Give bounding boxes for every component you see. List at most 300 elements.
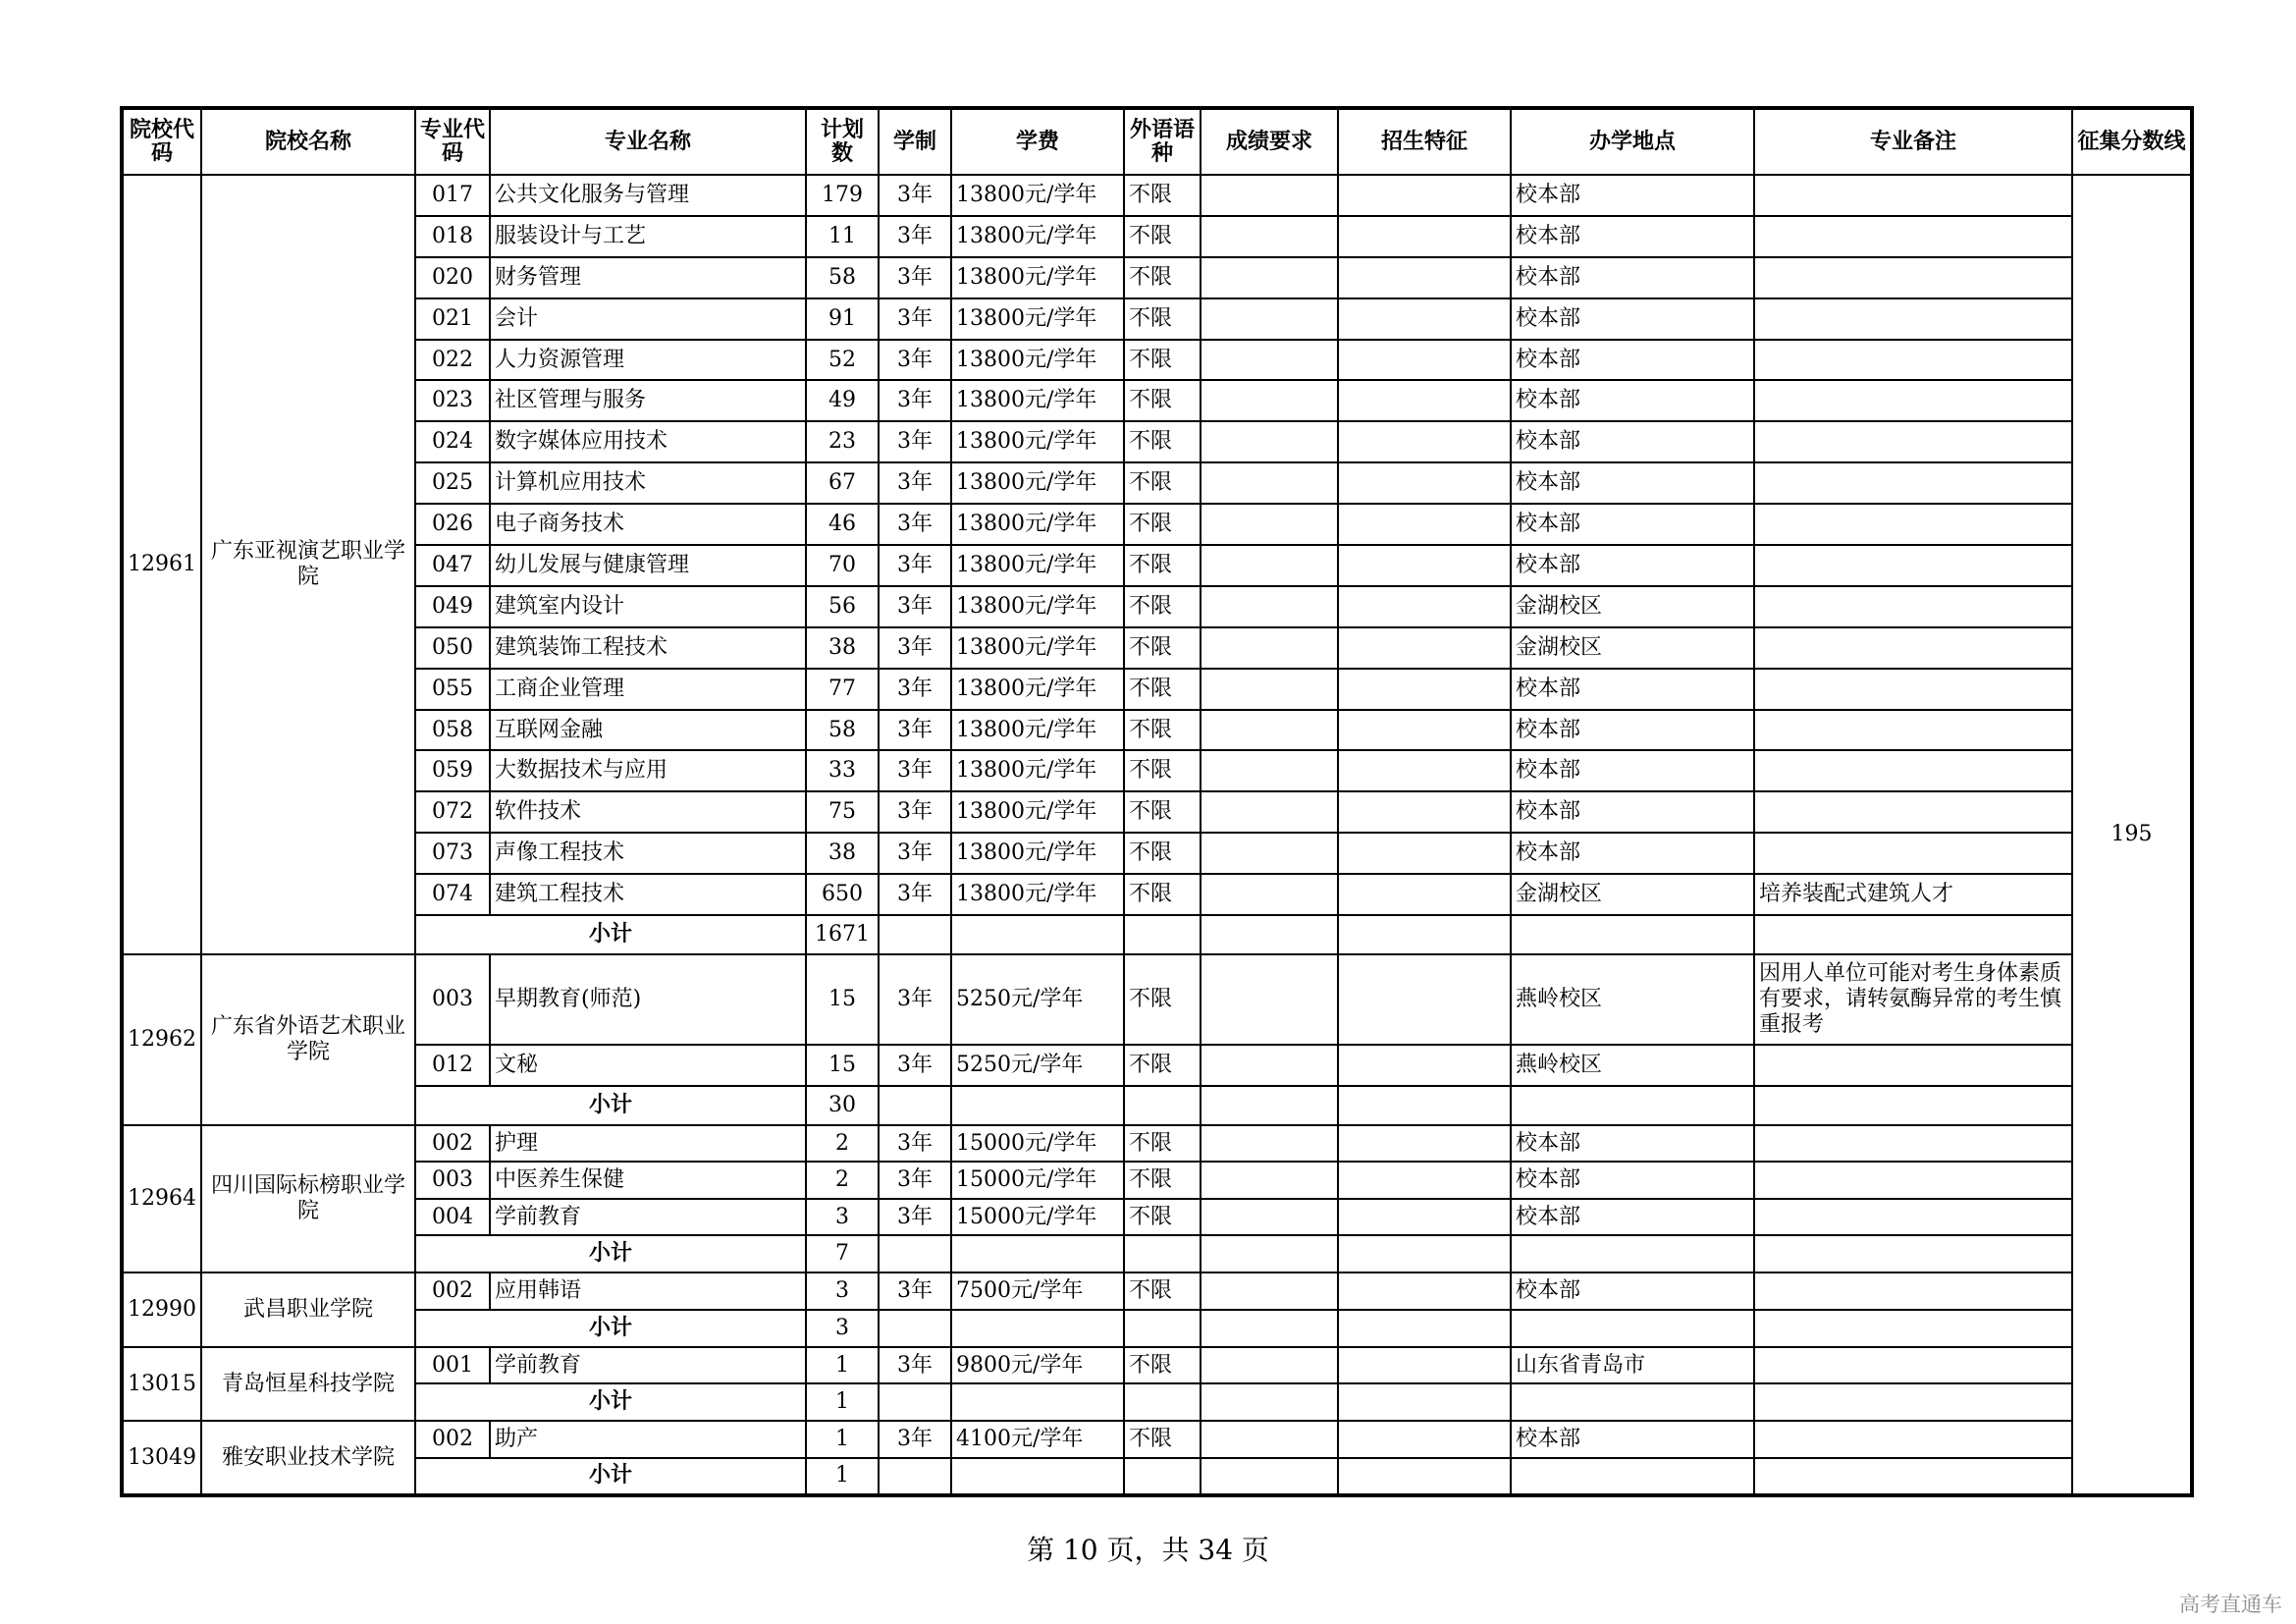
- plan-cell: 15: [806, 954, 879, 1045]
- major-code-cell: 073: [415, 833, 490, 874]
- subtotal-empty-cell: [951, 915, 1124, 954]
- subtotal-row: [122, 1086, 2192, 1125]
- remarks-cell: [1754, 340, 2072, 381]
- score-requirement-cell: [1201, 1199, 1338, 1236]
- subtotal-empty-cell: [879, 1458, 951, 1495]
- location-cell: 校本部: [1511, 669, 1754, 710]
- admission-plan-table: [120, 106, 2194, 1497]
- score-requirement-cell: [1201, 175, 1338, 216]
- score-requirement-cell: [1201, 1125, 1338, 1163]
- features-cell: [1338, 586, 1511, 627]
- subtotal-empty-cell: [951, 1458, 1124, 1495]
- table-row: [122, 257, 2192, 298]
- school-name-cell: 广东省外语艺术职业学院: [201, 954, 415, 1125]
- subtotal-empty-cell: [1338, 1310, 1511, 1347]
- subtotal-empty-cell: [1201, 1235, 1338, 1272]
- plan-cell: 58: [806, 710, 879, 751]
- plan-cell: 11: [806, 216, 879, 257]
- language-cell: 不限: [1124, 1347, 1201, 1384]
- subtotal-empty-cell: [1201, 1086, 1338, 1125]
- table-row: [122, 586, 2192, 627]
- location-cell: 校本部: [1511, 1421, 1754, 1458]
- tuition-cell: 15000元/学年: [951, 1125, 1124, 1163]
- major-code-cell: 047: [415, 545, 490, 586]
- major-name-cell: 人力资源管理: [490, 340, 806, 381]
- tuition-cell: 13800元/学年: [951, 257, 1124, 298]
- location-cell: 校本部: [1511, 833, 1754, 874]
- tuition-cell: 13800元/学年: [951, 669, 1124, 710]
- remarks-cell: [1754, 750, 2072, 791]
- features-cell: [1338, 750, 1511, 791]
- features-cell: [1338, 175, 1511, 216]
- school-code-cell: 13049: [122, 1421, 201, 1495]
- features-cell: [1338, 627, 1511, 669]
- duration-cell: 3年: [879, 545, 951, 586]
- location-cell: 校本部: [1511, 340, 1754, 381]
- duration-cell: 3年: [879, 954, 951, 1045]
- major-code-cell: 018: [415, 216, 490, 257]
- subtotal-empty-cell: [1511, 1086, 1754, 1125]
- subtotal-empty-cell: [951, 1086, 1124, 1125]
- subtotal-label: 小计: [415, 1086, 806, 1125]
- subtotal-empty-cell: [1124, 1310, 1201, 1347]
- subtotal-row: [122, 1383, 2192, 1421]
- major-code-cell: 055: [415, 669, 490, 710]
- language-cell: 不限: [1124, 710, 1201, 751]
- location-cell: 山东省青岛市: [1511, 1347, 1754, 1384]
- table-row: [122, 1199, 2192, 1236]
- score-requirement-cell: [1201, 1272, 1338, 1310]
- language-cell: 不限: [1124, 1272, 1201, 1310]
- major-name-cell: 建筑装饰工程技术: [490, 627, 806, 669]
- remarks-cell: [1754, 298, 2072, 340]
- table-row: [122, 750, 2192, 791]
- major-name-cell: 建筑室内设计: [490, 586, 806, 627]
- features-cell: [1338, 710, 1511, 751]
- remarks-cell: [1754, 1272, 2072, 1310]
- language-cell: 不限: [1124, 257, 1201, 298]
- page-number: 第 10 页，共 34 页: [1027, 1534, 1269, 1566]
- header-remarks: 专业备注: [1754, 108, 2072, 175]
- score-requirement-cell: [1201, 1347, 1338, 1384]
- major-code-cell: 072: [415, 791, 490, 833]
- duration-cell: 3年: [879, 216, 951, 257]
- major-name-cell: 财务管理: [490, 257, 806, 298]
- subtotal-empty-cell: [1754, 1383, 2072, 1421]
- duration-cell: 3年: [879, 750, 951, 791]
- duration-cell: 3年: [879, 462, 951, 504]
- plan-cell: 2: [806, 1162, 879, 1199]
- duration-cell: 3年: [879, 627, 951, 669]
- score-requirement-cell: [1201, 545, 1338, 586]
- remarks-cell: [1754, 216, 2072, 257]
- subtotal-empty-cell: [1511, 1310, 1754, 1347]
- subtotal-empty-cell: [1338, 915, 1511, 954]
- language-cell: 不限: [1124, 1162, 1201, 1199]
- features-cell: [1338, 1125, 1511, 1163]
- location-cell: 校本部: [1511, 1272, 1754, 1310]
- school-code-cell: 12990: [122, 1272, 201, 1347]
- subtotal-value: 1671: [806, 915, 879, 954]
- table-row: [122, 710, 2192, 751]
- major-name-cell: 软件技术: [490, 791, 806, 833]
- subtotal-row: [122, 1458, 2192, 1495]
- location-cell: 燕岭校区: [1511, 1045, 1754, 1086]
- table-row: [122, 421, 2192, 462]
- plan-cell: 58: [806, 257, 879, 298]
- major-code-cell: 059: [415, 750, 490, 791]
- cutoff-score-cell: 195: [2072, 175, 2192, 1495]
- major-code-cell: 058: [415, 710, 490, 751]
- major-name-cell: 学前教育: [490, 1199, 806, 1236]
- plan-cell: 1: [806, 1347, 879, 1384]
- remarks-cell: [1754, 257, 2072, 298]
- school-name-cell: 雅安职业技术学院: [201, 1421, 415, 1495]
- header-school-code: 院校代码: [122, 108, 201, 175]
- subtotal-empty-cell: [1338, 1086, 1511, 1125]
- major-code-cell: 012: [415, 1045, 490, 1086]
- location-cell: 金湖校区: [1511, 627, 1754, 669]
- school-name-cell: 四川国际标榜职业学院: [201, 1125, 415, 1273]
- remarks-cell: [1754, 175, 2072, 216]
- subtotal-empty-cell: [879, 1086, 951, 1125]
- plan-cell: 56: [806, 586, 879, 627]
- location-cell: 校本部: [1511, 504, 1754, 545]
- location-cell: 校本部: [1511, 710, 1754, 751]
- subtotal-empty-cell: [1124, 1458, 1201, 1495]
- location-cell: 校本部: [1511, 421, 1754, 462]
- subtotal-value: 1: [806, 1458, 879, 1495]
- tuition-cell: 15000元/学年: [951, 1162, 1124, 1199]
- major-code-cell: 001: [415, 1347, 490, 1384]
- header-score-requirement: 成绩要求: [1201, 108, 1338, 175]
- score-requirement-cell: [1201, 710, 1338, 751]
- plan-cell: 52: [806, 340, 879, 381]
- duration-cell: 3年: [879, 298, 951, 340]
- subtotal-empty-cell: [1201, 1383, 1338, 1421]
- major-name-cell: 学前教育: [490, 1347, 806, 1384]
- duration-cell: 3年: [879, 1199, 951, 1236]
- subtotal-empty-cell: [879, 915, 951, 954]
- major-name-cell: 互联网金融: [490, 710, 806, 751]
- tuition-cell: 9800元/学年: [951, 1347, 1124, 1384]
- subtotal-empty-cell: [1754, 915, 2072, 954]
- remarks-cell: [1754, 586, 2072, 627]
- major-code-cell: 003: [415, 1162, 490, 1199]
- language-cell: 不限: [1124, 1421, 1201, 1458]
- plan-cell: 23: [806, 421, 879, 462]
- location-cell: 燕岭校区: [1511, 954, 1754, 1045]
- header-plan: 计划数: [806, 108, 879, 175]
- major-code-cell: 002: [415, 1421, 490, 1458]
- location-cell: 校本部: [1511, 298, 1754, 340]
- language-cell: 不限: [1124, 627, 1201, 669]
- duration-cell: 3年: [879, 1162, 951, 1199]
- table-row: [122, 340, 2192, 381]
- score-requirement-cell: [1201, 380, 1338, 421]
- subtotal-label: 小计: [415, 1235, 806, 1272]
- subtotal-empty-cell: [1511, 1383, 1754, 1421]
- subtotal-value: 1: [806, 1383, 879, 1421]
- features-cell: [1338, 340, 1511, 381]
- major-code-cell: 025: [415, 462, 490, 504]
- major-name-cell: 中医养生保健: [490, 1162, 806, 1199]
- plan-cell: 650: [806, 874, 879, 915]
- duration-cell: 3年: [879, 1045, 951, 1086]
- location-cell: 金湖校区: [1511, 874, 1754, 915]
- subtotal-empty-cell: [879, 1383, 951, 1421]
- tuition-cell: 13800元/学年: [951, 545, 1124, 586]
- table-row: [122, 175, 2192, 216]
- major-code-cell: 026: [415, 504, 490, 545]
- remarks-cell: [1754, 462, 2072, 504]
- features-cell: [1338, 1347, 1511, 1384]
- duration-cell: 3年: [879, 1272, 951, 1310]
- duration-cell: 3年: [879, 175, 951, 216]
- school-name-cell: 武昌职业学院: [201, 1272, 415, 1347]
- features-cell: [1338, 380, 1511, 421]
- language-cell: 不限: [1124, 421, 1201, 462]
- features-cell: [1338, 421, 1511, 462]
- major-name-cell: 应用韩语: [490, 1272, 806, 1310]
- tuition-cell: 13800元/学年: [951, 175, 1124, 216]
- score-requirement-cell: [1201, 257, 1338, 298]
- subtotal-row: [122, 1235, 2192, 1272]
- plan-cell: 70: [806, 545, 879, 586]
- subtotal-empty-cell: [1124, 1383, 1201, 1421]
- plan-cell: 1: [806, 1421, 879, 1458]
- subtotal-empty-cell: [879, 1310, 951, 1347]
- plan-cell: 75: [806, 791, 879, 833]
- tuition-cell: 13800元/学年: [951, 874, 1124, 915]
- subtotal-label: 小计: [415, 1383, 806, 1421]
- remarks-cell: [1754, 1045, 2072, 1086]
- subtotal-value: 3: [806, 1310, 879, 1347]
- language-cell: 不限: [1124, 216, 1201, 257]
- table-row: [122, 833, 2192, 874]
- plan-cell: 91: [806, 298, 879, 340]
- table-row: [122, 298, 2192, 340]
- subtotal-empty-cell: [1124, 1235, 1201, 1272]
- score-requirement-cell: [1201, 298, 1338, 340]
- subtotal-empty-cell: [1338, 1383, 1511, 1421]
- tuition-cell: 13800元/学年: [951, 750, 1124, 791]
- plan-cell: 3: [806, 1272, 879, 1310]
- major-code-cell: 023: [415, 380, 490, 421]
- features-cell: [1338, 1421, 1511, 1458]
- major-name-cell: 公共文化服务与管理: [490, 175, 806, 216]
- subtotal-empty-cell: [1201, 1310, 1338, 1347]
- tuition-cell: 13800元/学年: [951, 216, 1124, 257]
- header-school-name: 院校名称: [201, 108, 415, 175]
- language-cell: 不限: [1124, 750, 1201, 791]
- score-requirement-cell: [1201, 1421, 1338, 1458]
- header-cutoff: 征集分数线: [2072, 108, 2192, 175]
- remarks-cell: [1754, 421, 2072, 462]
- tuition-cell: 13800元/学年: [951, 298, 1124, 340]
- tuition-cell: 4100元/学年: [951, 1421, 1124, 1458]
- features-cell: [1338, 1272, 1511, 1310]
- table-row: [122, 380, 2192, 421]
- table-row: [122, 1162, 2192, 1199]
- tuition-cell: 13800元/学年: [951, 710, 1124, 751]
- duration-cell: 3年: [879, 257, 951, 298]
- duration-cell: 3年: [879, 1125, 951, 1163]
- subtotal-empty-cell: [1754, 1310, 2072, 1347]
- major-code-cell: 024: [415, 421, 490, 462]
- score-requirement-cell: [1201, 216, 1338, 257]
- watermark: 高考直通车: [2179, 1593, 2282, 1616]
- duration-cell: 3年: [879, 421, 951, 462]
- subtotal-empty-cell: [951, 1310, 1124, 1347]
- language-cell: 不限: [1124, 545, 1201, 586]
- major-name-cell: 大数据技术与应用: [490, 750, 806, 791]
- tuition-cell: 5250元/学年: [951, 1045, 1124, 1086]
- language-cell: 不限: [1124, 791, 1201, 833]
- header-features: 招生特征: [1338, 108, 1511, 175]
- score-requirement-cell: [1201, 669, 1338, 710]
- tuition-cell: 13800元/学年: [951, 504, 1124, 545]
- subtotal-empty-cell: [879, 1235, 951, 1272]
- major-name-cell: 声像工程技术: [490, 833, 806, 874]
- major-name-cell: 早期教育(师范): [490, 954, 806, 1045]
- major-name-cell: 护理: [490, 1125, 806, 1163]
- major-name-cell: 数字媒体应用技术: [490, 421, 806, 462]
- tuition-cell: 13800元/学年: [951, 462, 1124, 504]
- remarks-cell: [1754, 669, 2072, 710]
- header-duration: 学制: [879, 108, 951, 175]
- remarks-cell: 培养装配式建筑人才: [1754, 874, 2072, 915]
- header-location: 办学地点: [1511, 108, 1754, 175]
- major-name-cell: 电子商务技术: [490, 504, 806, 545]
- location-cell: 校本部: [1511, 545, 1754, 586]
- remarks-cell: 因用人单位可能对考生身体素质有要求，请转氨酶异常的考生慎重报考: [1754, 954, 2072, 1045]
- features-cell: [1338, 216, 1511, 257]
- location-cell: 校本部: [1511, 791, 1754, 833]
- score-requirement-cell: [1201, 954, 1338, 1045]
- subtotal-label: 小计: [415, 1458, 806, 1495]
- duration-cell: 3年: [879, 710, 951, 751]
- subtotal-label: 小计: [415, 1310, 806, 1347]
- remarks-cell: [1754, 545, 2072, 586]
- tuition-cell: 5250元/学年: [951, 954, 1124, 1045]
- features-cell: [1338, 669, 1511, 710]
- school-code-cell: 12961: [122, 175, 201, 954]
- school-name-cell: 青岛恒星科技学院: [201, 1347, 415, 1422]
- major-code-cell: 004: [415, 1199, 490, 1236]
- subtotal-empty-cell: [1511, 915, 1754, 954]
- subtotal-empty-cell: [1754, 1458, 2072, 1495]
- major-name-cell: 文秘: [490, 1045, 806, 1086]
- language-cell: 不限: [1124, 954, 1201, 1045]
- score-requirement-cell: [1201, 627, 1338, 669]
- plan-cell: 46: [806, 504, 879, 545]
- score-requirement-cell: [1201, 462, 1338, 504]
- features-cell: [1338, 504, 1511, 545]
- table-row: [122, 462, 2192, 504]
- tuition-cell: 13800元/学年: [951, 380, 1124, 421]
- score-requirement-cell: [1201, 833, 1338, 874]
- plan-cell: 179: [806, 175, 879, 216]
- language-cell: 不限: [1124, 1199, 1201, 1236]
- major-name-cell: 建筑工程技术: [490, 874, 806, 915]
- header-language: 外语语种: [1124, 108, 1201, 175]
- duration-cell: 3年: [879, 791, 951, 833]
- language-cell: 不限: [1124, 586, 1201, 627]
- duration-cell: 3年: [879, 874, 951, 915]
- features-cell: [1338, 1162, 1511, 1199]
- subtotal-empty-cell: [1124, 1086, 1201, 1125]
- table-row: [122, 791, 2192, 833]
- table-body: [122, 175, 2192, 1495]
- major-code-cell: 002: [415, 1272, 490, 1310]
- features-cell: [1338, 1199, 1511, 1236]
- school-code-cell: 13015: [122, 1347, 201, 1422]
- major-name-cell: 计算机应用技术: [490, 462, 806, 504]
- duration-cell: 3年: [879, 586, 951, 627]
- score-requirement-cell: [1201, 421, 1338, 462]
- major-code-cell: 003: [415, 954, 490, 1045]
- table-row: [122, 669, 2192, 710]
- duration-cell: 3年: [879, 380, 951, 421]
- school-code-cell: 12962: [122, 954, 201, 1125]
- subtotal-value: 7: [806, 1235, 879, 1272]
- features-cell: [1338, 954, 1511, 1045]
- major-name-cell: 服装设计与工艺: [490, 216, 806, 257]
- remarks-cell: [1754, 1421, 2072, 1458]
- tuition-cell: 13800元/学年: [951, 421, 1124, 462]
- table-row: [122, 1421, 2192, 1458]
- table-row: [122, 545, 2192, 586]
- major-code-cell: 050: [415, 627, 490, 669]
- remarks-cell: [1754, 791, 2072, 833]
- location-cell: 金湖校区: [1511, 586, 1754, 627]
- school-name-cell: 广东亚视演艺职业学院: [201, 175, 415, 954]
- plan-cell: 33: [806, 750, 879, 791]
- language-cell: 不限: [1124, 175, 1201, 216]
- major-name-cell: 工商企业管理: [490, 669, 806, 710]
- subtotal-empty-cell: [1754, 1086, 2072, 1125]
- tuition-cell: 7500元/学年: [951, 1272, 1124, 1310]
- table-row: [122, 627, 2192, 669]
- plan-cell: 3: [806, 1199, 879, 1236]
- location-cell: 校本部: [1511, 257, 1754, 298]
- features-cell: [1338, 874, 1511, 915]
- language-cell: 不限: [1124, 380, 1201, 421]
- plan-cell: 38: [806, 833, 879, 874]
- header-tuition: 学费: [951, 108, 1124, 175]
- major-code-cell: 021: [415, 298, 490, 340]
- score-requirement-cell: [1201, 874, 1338, 915]
- remarks-cell: [1754, 1125, 2072, 1163]
- tuition-cell: 13800元/学年: [951, 340, 1124, 381]
- remarks-cell: [1754, 1347, 2072, 1384]
- table-row: [122, 1045, 2192, 1086]
- language-cell: 不限: [1124, 298, 1201, 340]
- table-row: [122, 954, 2192, 1045]
- location-cell: 校本部: [1511, 380, 1754, 421]
- plan-cell: 67: [806, 462, 879, 504]
- score-requirement-cell: [1201, 750, 1338, 791]
- subtotal-empty-cell: [1511, 1235, 1754, 1272]
- duration-cell: 3年: [879, 669, 951, 710]
- location-cell: 校本部: [1511, 1125, 1754, 1163]
- major-code-cell: 017: [415, 175, 490, 216]
- tuition-cell: 15000元/学年: [951, 1199, 1124, 1236]
- subtotal-empty-cell: [1338, 1235, 1511, 1272]
- language-cell: 不限: [1124, 833, 1201, 874]
- score-requirement-cell: [1201, 504, 1338, 545]
